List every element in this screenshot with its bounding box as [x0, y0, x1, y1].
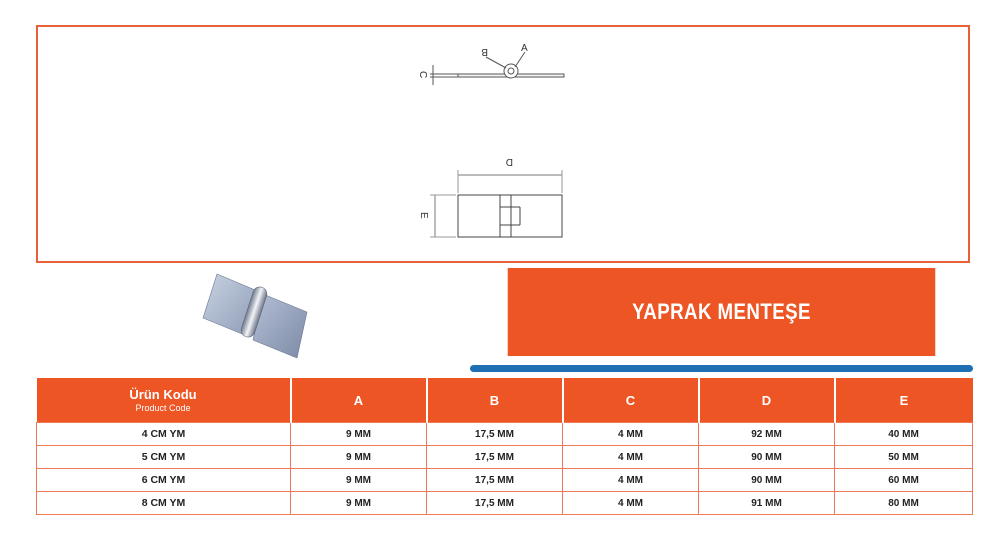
cell-d: 92 MM	[699, 423, 835, 446]
cell-code: 8 CM YM	[37, 492, 291, 515]
cell-b: 17,5 MM	[427, 423, 563, 446]
cell-c: 4 MM	[563, 469, 699, 492]
table-header-row	[37, 378, 973, 423]
cell-b: 17,5 MM	[427, 492, 563, 515]
table-row	[37, 446, 973, 469]
cell-d: 90 MM	[699, 446, 835, 469]
spec-table	[36, 378, 973, 515]
table-row	[37, 469, 973, 492]
header-d: D	[699, 378, 835, 423]
product-title: YAPRAK MENTEŞE	[508, 268, 936, 356]
cell-e: 80 MM	[835, 492, 973, 515]
hinge-technical-drawing	[38, 27, 972, 265]
cell-c: 4 MM	[563, 492, 699, 515]
header-code-label: Ürün Kodu	[129, 387, 197, 402]
header-product-code	[37, 378, 291, 423]
product-image	[195, 268, 315, 368]
header-b: B	[427, 378, 563, 423]
cell-a: 9 MM	[291, 446, 427, 469]
header-e: E	[835, 378, 973, 423]
cell-b: 17,5 MM	[427, 446, 563, 469]
cell-a: 9 MM	[291, 469, 427, 492]
cell-c: 4 MM	[563, 423, 699, 446]
table-row	[37, 423, 973, 446]
technical-drawing-frame	[36, 25, 970, 263]
dim-label-e: E	[418, 212, 429, 219]
header-a: A	[291, 378, 427, 423]
cell-d: 91 MM	[699, 492, 835, 515]
cell-a: 9 MM	[291, 492, 427, 515]
table-row	[37, 492, 973, 515]
cell-e: 60 MM	[835, 469, 973, 492]
cell-e: 40 MM	[835, 423, 973, 446]
dim-label-b: B	[481, 46, 488, 57]
dim-label-d: D	[505, 156, 513, 167]
cell-code: 5 CM YM	[37, 446, 291, 469]
cell-e: 50 MM	[835, 446, 973, 469]
cell-code: 6 CM YM	[37, 469, 291, 492]
accent-divider	[470, 365, 973, 372]
cell-code: 4 CM YM	[37, 423, 291, 446]
dim-label-a: A	[521, 43, 528, 54]
header-code-sub: Product Code	[135, 403, 191, 413]
header-c: C	[563, 378, 699, 423]
cell-b: 17,5 MM	[427, 469, 563, 492]
cell-a: 9 MM	[291, 423, 427, 446]
cell-d: 90 MM	[699, 469, 835, 492]
cell-c: 4 MM	[563, 446, 699, 469]
dim-label-c: C	[417, 71, 428, 79]
